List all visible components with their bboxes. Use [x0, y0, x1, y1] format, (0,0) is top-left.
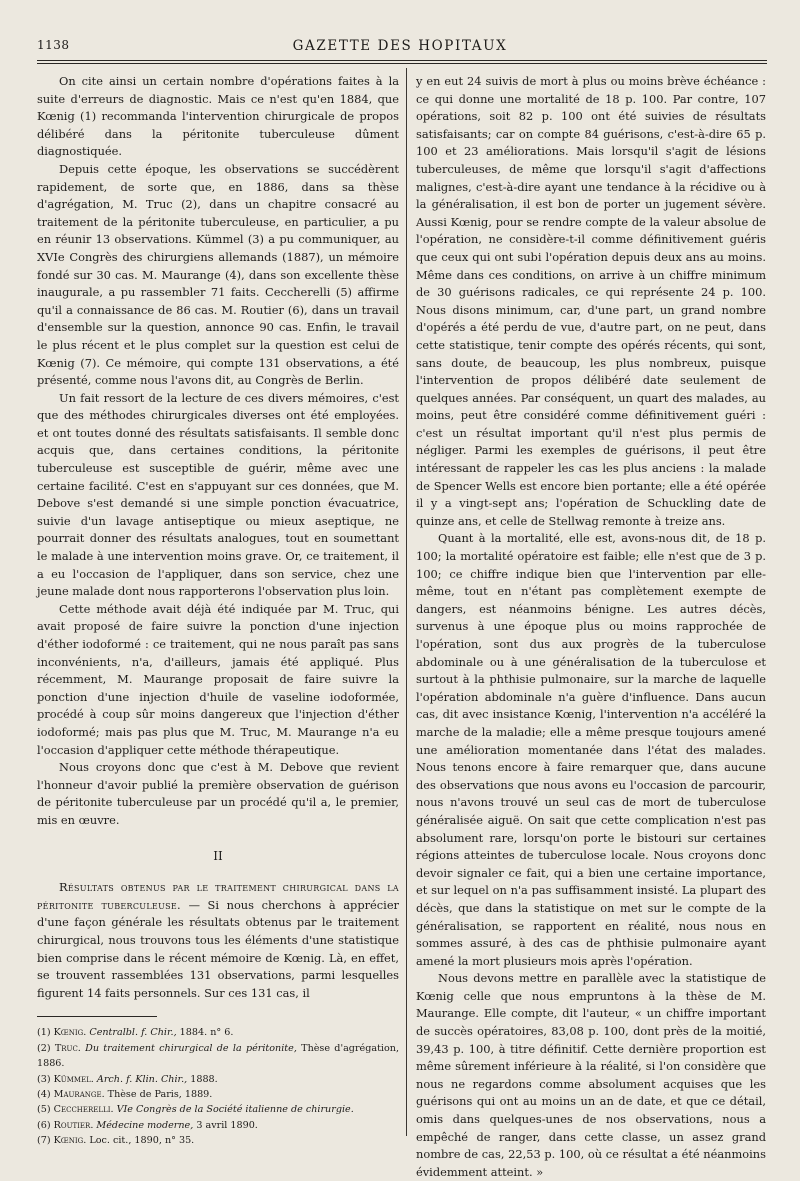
paragraph: Quant à la mortalité, elle est, avons-nous dit, de 18 p. 100; la mortalité opératoire est faible; elle n'est que de 3 p. 100; ce chiffre indique bien que l'intervention par elle-même, tout en n'étant pas complètement exempte de dangers, est néanmoins bénigne. Les autres décès, survenus à une époque plus ou moins rapprochée de l'opération, sont dus aux progrès de la tuberculose abdominale ou à une généralisation de la tuberculose et surtout à la phthisie pulmonaire, sur la marche de laquelle l'opération abdominale n'a guère d'influence. Dans aucun cas, dit avec insistance Kœnig, l'intervention n'a accéléré la marche de la maladie; elle a même presque toujours amené une amélioration momentanée dans l'état des malades. Nous tenons encore à faire remarquer que, dans aucune des observations que nous avons eu l'occasion de parcourir, nous n'avons trouvé un seul cas de mort de tuberculose généralisée aiguë. On sait que cette complication n'est pas absolument rare, lorsqu'on porte le bistouri sur certaines régions atteintes de tuberculose locale. Nous croyons donc devoir signaler ce fait, qui a bien une certaine importance, et sur lequel on n'a pas suffisamment insisté. La plupart des décès, que dans la statistique on met sur le compte de la généralisation, se rapportent en réalité, nous nous en sommes assuré, à des cas de phthisie pulmonaire ayant amené la mort plusieurs mois après l'opération. — [416, 531, 766, 968]
footnote-num: (2) — [37, 1042, 55, 1054]
footnote-num: (1) — [37, 1027, 54, 1039]
footnote-rest: 3 avril 1890. — [193, 1119, 258, 1131]
footnote-rest: Thèse de Paris, 1889. — [107, 1088, 213, 1100]
page-header — [0, 36, 800, 58]
footnote-num: (3) — [37, 1073, 54, 1085]
footnote-rest: 1888. — [187, 1073, 218, 1085]
footnote-num: (4) — [37, 1088, 54, 1100]
footnote — [37, 1072, 399, 1087]
column-divider — [406, 68, 407, 1136]
paragraph: Un fait ressort de la lecture de ces divers mémoires, c'est que des méthodes chirurgicales diverses ont été employées. et ont toutes donné des résultats satisfaisants. Il semble donc acquis que, dans certaines conditions, la péritonite tuberculeuse est susceptible de guérir, même avec une certaine facilité. C'est en s'appuyant sur ces données, que M. Debove s'est demandé si une simple ponction évacuatrice, suivie d'un lavage antiseptique ou mieux aseptique, ne pourrait donner des résultats analogues, tout en soumettant le malade à une intervention moins grave. Or, ce traitement, il a eu l'occasion de l'appliquer, dans son service, chez une jeune malade dont nous rapporterons l'observation plus loin. — [37, 390, 399, 599]
section-text: — Si nous cherchons à apprécier d'une façon générale les résultats obtenus par le traitement chirurgical, nous trouvons tous les éléments d'une statistique bien comprise dans le récent mémoire de Kœnig. Là, en effet, se trouvent rassemblées 131 observations, parmi lesquelles figurent 14 faits personnels. Sur ces 131 cas, il — [37, 897, 400, 1000]
left-column — [37, 73, 399, 1149]
footnote-work: Médecine moderne, — [96, 1119, 194, 1131]
paragraph: On cite ainsi un certain nombre d'opérations faites à la suite d'erreurs de diagnostic. Mais ce n'est qu'en 1884, que Kœnig (1) recommanda l'intervention chirurgicale de propos délibéré dans la péritonite tuberculeuse dûment diagnostiquée. — [37, 74, 399, 159]
footnote — [37, 1118, 399, 1133]
footnote-author: Routier. — [53, 1119, 97, 1131]
page-number: 1138 — [37, 38, 70, 52]
footnote-author: Kümmel. — [53, 1073, 97, 1085]
paragraph: Cette méthode avait déjà été indiquée par M. Truc, qui avait proposé de faire suivre la ponction d'une injection d'éther iodoformé : ce traitement, qui ne nous paraît pas sans inconvénients, n'a, d'ailleurs, jamais été appliqué. Plus récemment, M. Maurange proposait de faire suivre la ponction d'une injection d'huile de vaseline iodoformée, procédé à coup sûr moins dangereux que l'injection d'éther iodoformé; mais pas plus que M. Truc, M. Maurange n'a eu l'occasion d'appliquer cette méthode thérapeutique. — [37, 601, 399, 757]
footnote-author: Kœnig. — [53, 1027, 90, 1039]
footnote-work: Arch. f. Klin. Chir., — [96, 1073, 188, 1085]
footnote-num: (5) — [37, 1104, 54, 1116]
footnote — [37, 1025, 399, 1040]
header-rule-bottom — [37, 63, 767, 64]
right-column — [416, 73, 766, 1181]
footnote-rule — [37, 1016, 157, 1017]
section-paragraph — [37, 879, 399, 1002]
footnote-work: Centralbl. f. Chir., — [89, 1027, 177, 1039]
journal-title: GAZETTE DES HOPITAUX — [292, 38, 508, 54]
footnote — [37, 1102, 399, 1117]
paragraph: Depuis cette époque, les observations se succédèrent rapidement, de sorte que, en 1886, dans sa thèse d'agrégation, M. Truc (2), dans un chapitre consacré au traitement de la péritonite tuberculeuse, en particulier, a pu en réunir 13 observations. Kümmel (3) a pu communiquer, au XVIe Congrès des chirurgiens allemands (1887), un mémoire fondé sur 30 cas. M. Maurange (4), dans son excellente thèse inaugurale, a pu rassembler 71 faits. Ceccherelli (5) affirme qu'il a connaissance de 86 cas. M. Routier (6), dans un travail d'ensemble sur la question, annonce 90 cas. Enfin, le travail le plus récent et le plus complet sur la question est celui de Kœnig (7). Ce mémoire, qui compte 131 observations, a été présenté, comme nous l'avons dit, au Congrès de Berlin. — [37, 161, 399, 388]
footnotes — [37, 1025, 399, 1148]
footnote — [37, 1087, 399, 1102]
paragraph: Nous devons mettre en parallèle avec la statistique de Kœnig celle que nous empruntons à la thèse de M. Maurange. Elle compte, dit l'auteur, « un chiffre important de succès opératoires, 83,08 p. 100, dont près de la moitié, 39,43 p. 100, à titre définitif. Cette dernière proportion est même sûrement inférieure à la réalité, si l'on considère que nous ne regardons comme absolument acquises que les guérisons qui ont au moins un an de date, et que ce détail, omis dans quelques-unes de nos observations, nous a empêché de ranger, dans cette classe, un assez grand nombre de cas, 22,53 p. 100, où ce résultat a été néanmoins évidemment atteint. » — [416, 971, 766, 1179]
footnote — [37, 1041, 399, 1072]
section-number: II — [213, 848, 223, 863]
footnote-author: Ceccherelli. — [53, 1104, 117, 1116]
header-rule-top — [37, 60, 767, 61]
footnote-author: Truc. — [54, 1042, 86, 1054]
footnote-rest: Thèse d'agrégation, 1886. — [37, 1042, 400, 1070]
footnote-rest: 1884. n° 6. — [176, 1027, 234, 1039]
footnote-work: VIe Congrès de la Société italienne de chirurgie. — [116, 1104, 354, 1116]
footnote-author: Maurange. — [53, 1088, 108, 1100]
footnote-num: (7) — [37, 1135, 54, 1147]
footnote-rest: Loc. cit., 1890, n° 35. — [89, 1135, 195, 1147]
paragraph: Nous croyons donc que c'est à M. Debove que revient l'honneur d'avoir publié la première observation de guérison de péritonite tuberculeuse par un procédé qu'il a, le premier, mis en œuvre. — [37, 760, 399, 827]
paragraph: y en eut 24 suivis de mort à plus ou moins brève échéance : ce qui donne une mortalité de 18 p. 100. Par contre, 107 opérations, soit 82 p. 100 ont été suivies de résultats satisfaisants; car on compte 84 guérisons, c'est-à-dire 65 p. 100 et 23 améliorations. Mais lorsqu'il s'agit de lésions tuberculeuses, de même que lorsqu'il s'agit d'affections malignes, c'est-à-dire ayant une tendance à la récidive ou à la généralisation, il est bon de porter un jugement sévère. Aussi Kœnig, pour se rendre compte de la valeur absolue de l'opération, ne considère-t-il comme définitivement guéris que ceux qui ont subi l'opération depuis deux ans au moins. Même dans ces conditions, on arrive à un chiffre minimum de 30 guérisons radicales, ce qui représente 24 p. 100. Nous disons minimum, car, d'une part, un grand nombre d'opérés a été perdu de vue, d'autre part, on ne peut, dans cette statistique, tenir compte des opérés récents, qui sont, sans doute, de beaucoup, les plus nombreux, puisque l'intervention de propos délibéré date seulement de quelques années. Par conséquent, un quart des malades, au moins, peut être considéré comme définitivement guéri : c'est un résultat important qu'il n'est plus permis de négliger. Parmi les exemples de guérisons, il peut être intéressant de rappeler les cas les plus anciens : la malade de Spencer Wells est encore bien portante; elle a été opérée il y a vingt-sept ans; l'opération de Schuckling date de quinze ans, et celle de Stellwag remonte à treize ans. — [416, 74, 766, 528]
footnote-author: Kœnig. — [53, 1135, 90, 1147]
footnote-work: Du traitement chirurgical de la péritonite, — [85, 1042, 297, 1054]
section-heading: Résultats obtenus par le traitement chirurgical dans la péritonite tuberculeuse. — [37, 880, 399, 912]
footnote — [37, 1133, 399, 1148]
footnote-num: (6) — [37, 1119, 54, 1131]
